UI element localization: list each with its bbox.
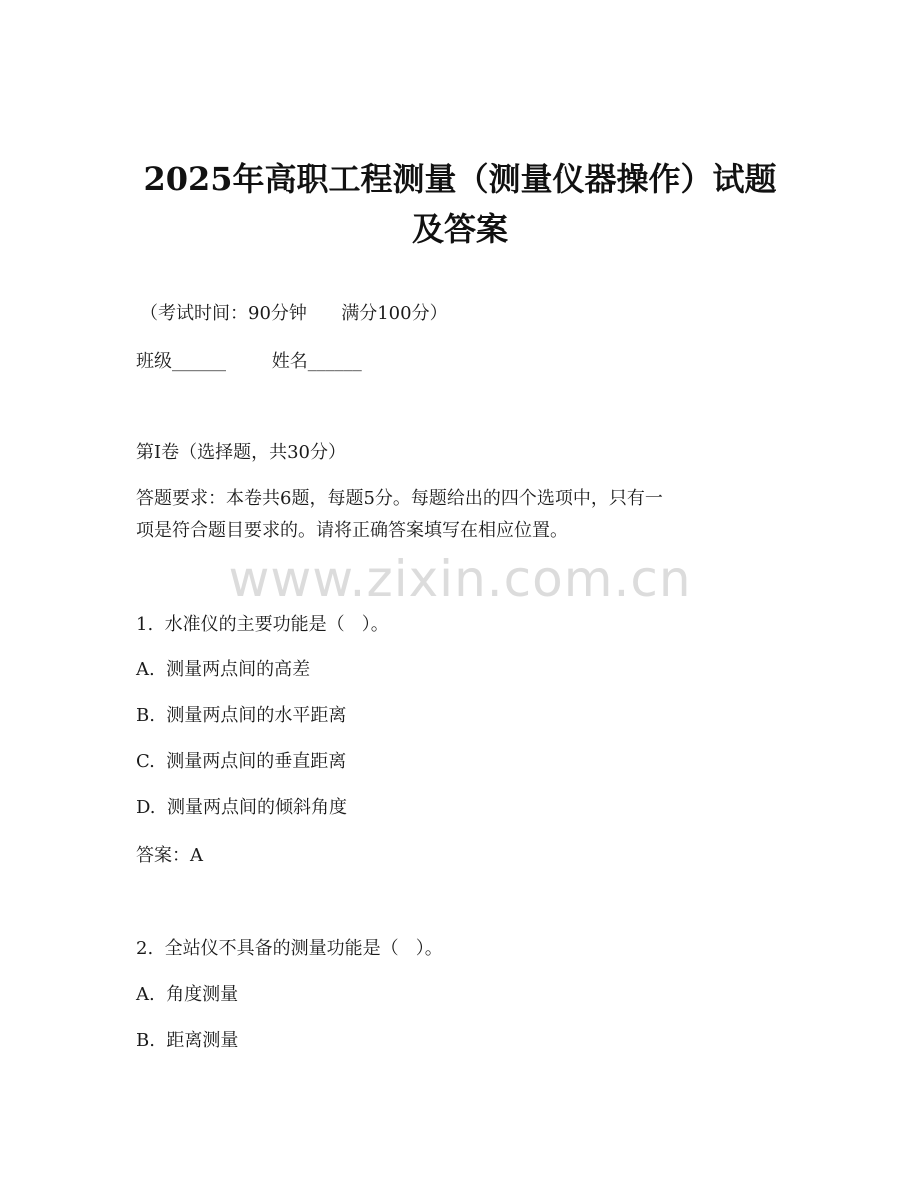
- section-heading: 第I卷（选择题，共30分）: [136, 442, 347, 463]
- document-title-line1: 2025年高职工程测量（测量仪器操作）试题: [143, 160, 777, 198]
- instructions-line2: 项是符合题目要求的。请将正确答案填写在相应位置。: [136, 520, 568, 541]
- instructions-line1: 答题要求：本卷共6题，每题5分。每题给出的四个选项中，只有一: [136, 488, 663, 509]
- option-a: A. 测量两点间的高差: [136, 659, 311, 680]
- option-b: B. 距离测量: [136, 1030, 239, 1051]
- option-c: C. 测量两点间的垂直距离: [136, 751, 347, 772]
- class-name-line: 班级______ 姓名______: [136, 351, 362, 372]
- document-title-line2: 及答案: [411, 210, 508, 248]
- answer: 答案：A: [136, 845, 203, 866]
- option-a: A. 角度测量: [136, 984, 239, 1005]
- option-d: D. 测量两点间的倾斜角度: [136, 797, 347, 818]
- question-stem: 1. 水准仪的主要功能是（ ）。: [136, 614, 389, 635]
- watermark: www.zixin.com.cn: [228, 550, 692, 608]
- option-b: B. 测量两点间的水平距离: [136, 705, 347, 726]
- exam-info: （考试时间：90分钟 满分100分）: [140, 303, 448, 324]
- question-stem: 2. 全站仪不具备的测量功能是（ ）。: [136, 938, 443, 959]
